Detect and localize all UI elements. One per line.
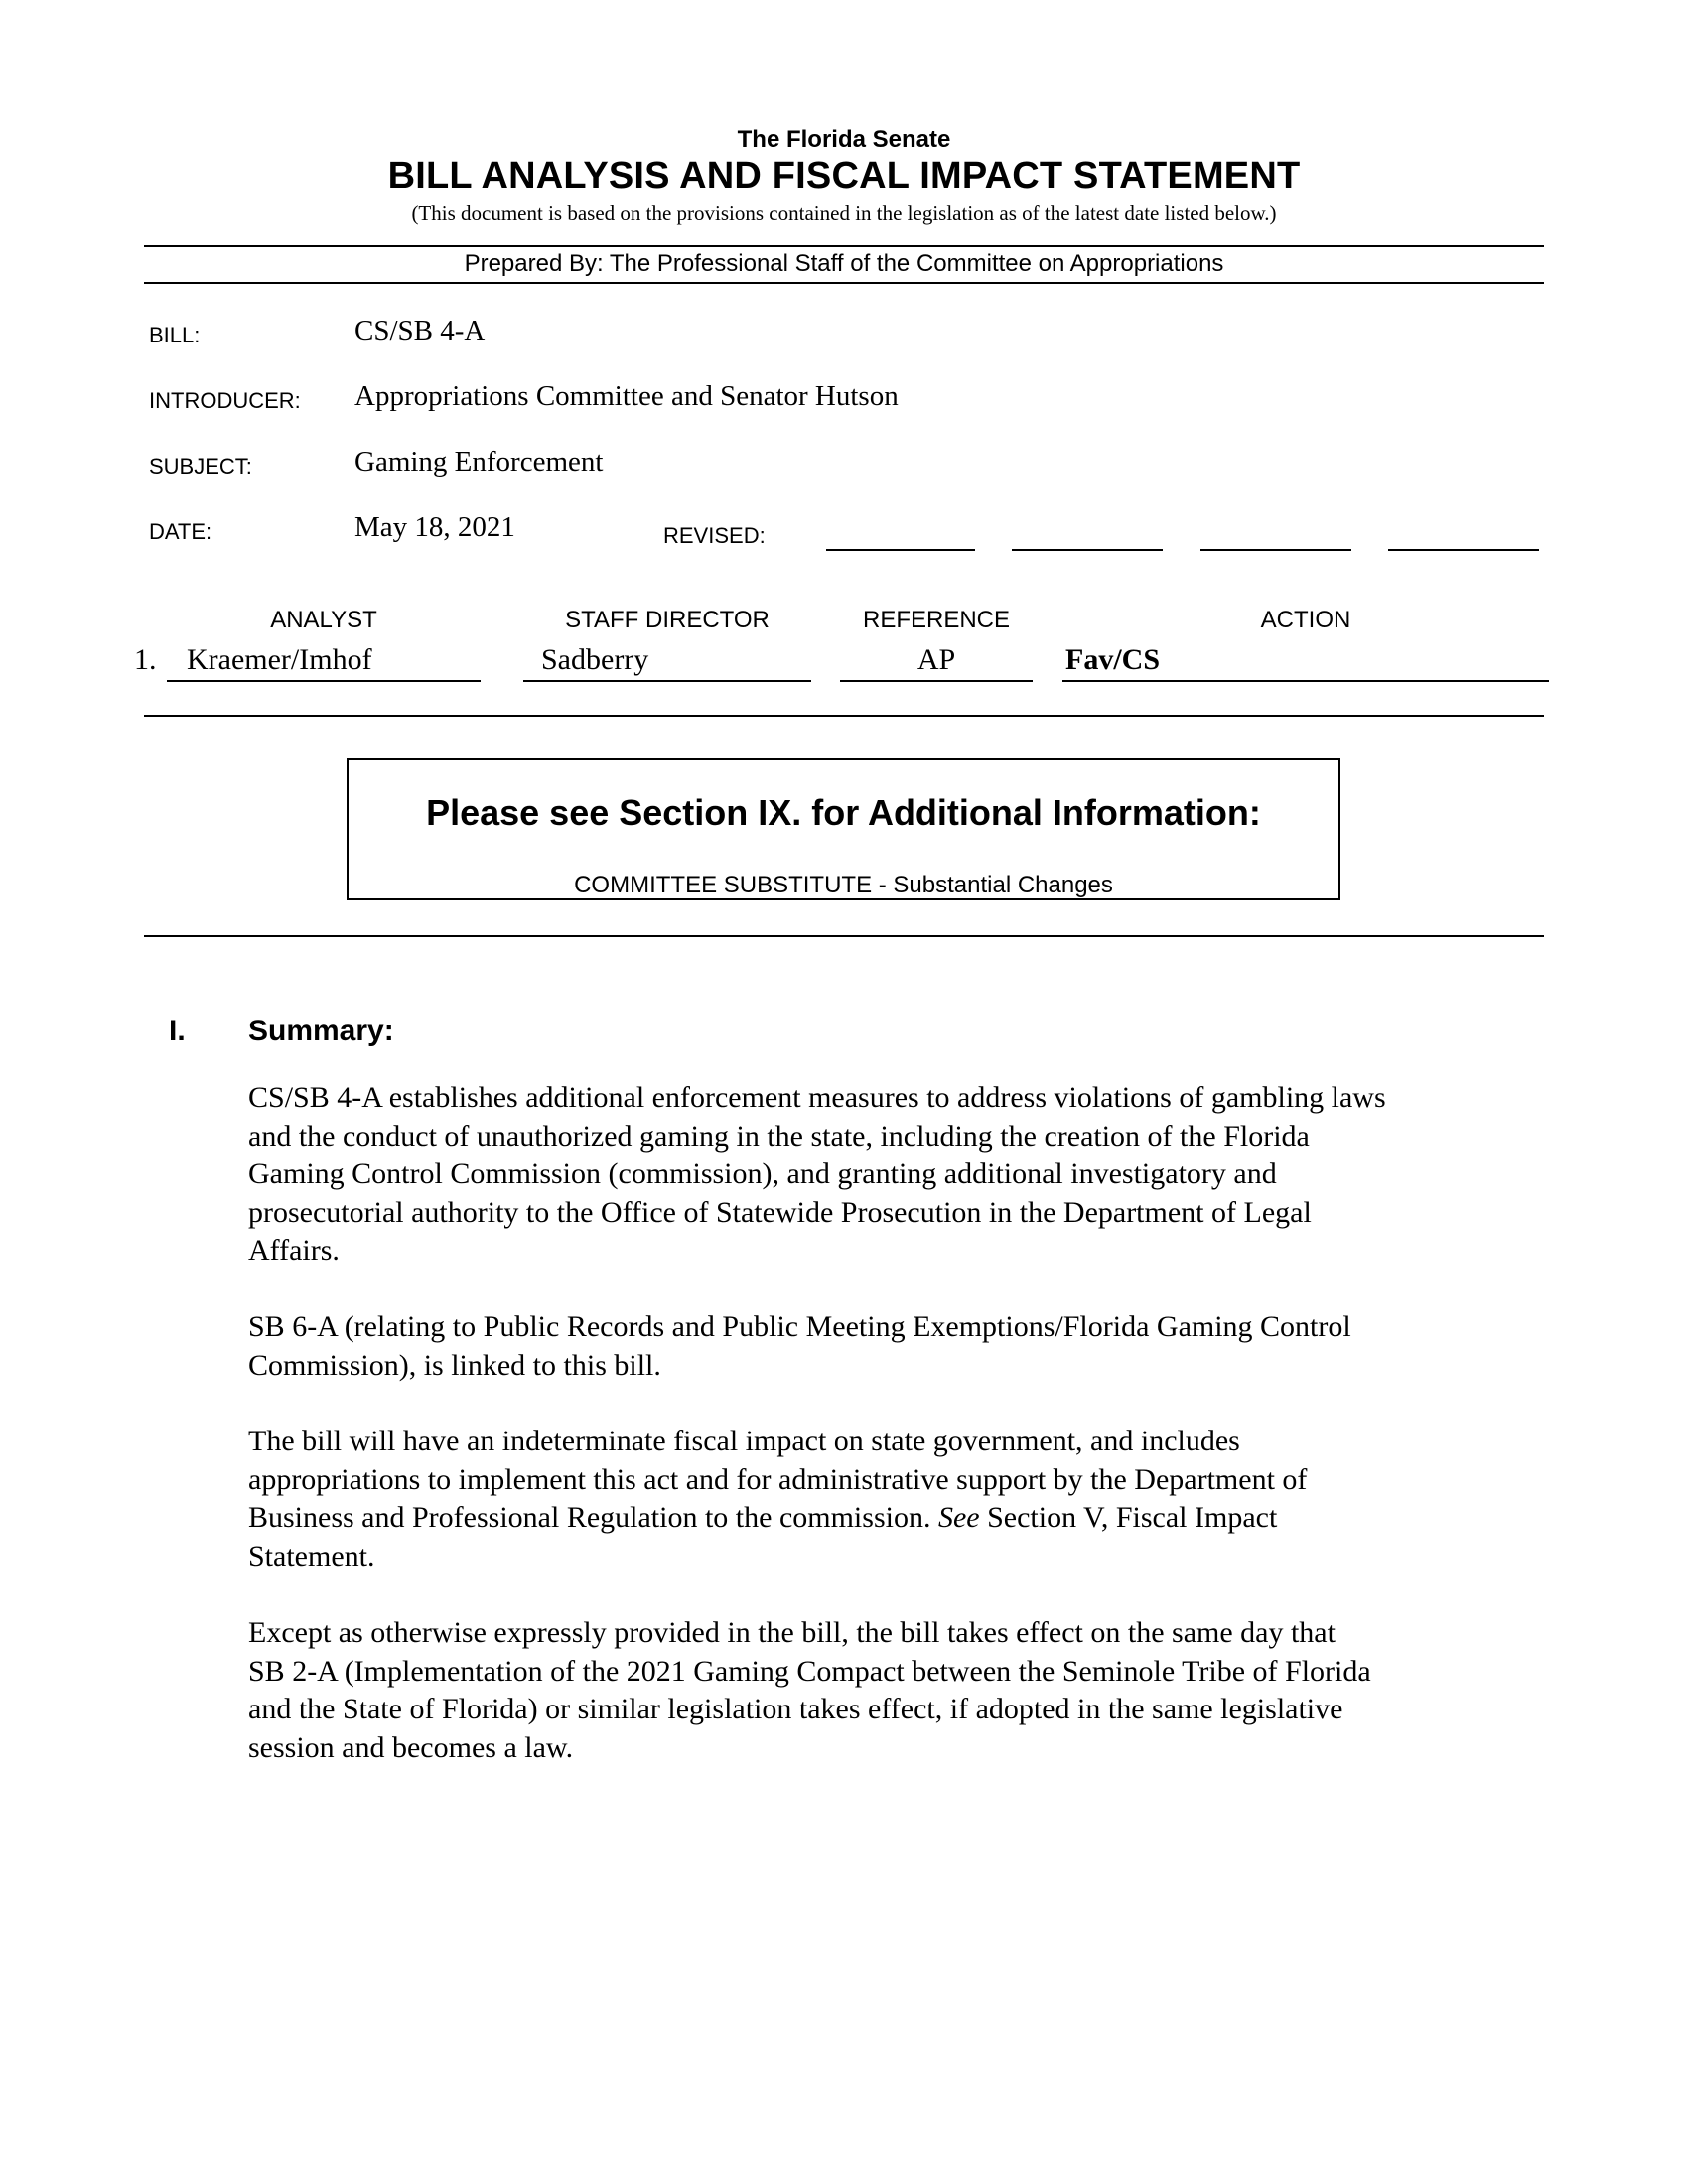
bill-value: CS/SB 4-A bbox=[354, 315, 486, 346]
p3-line-3-italic: See bbox=[937, 1501, 980, 1534]
col-head-analyst: ANALYST bbox=[270, 607, 377, 633]
col-head-action: ACTION bbox=[1260, 607, 1351, 633]
revised-blank-2 bbox=[1012, 549, 1163, 551]
staff-director-underline bbox=[523, 680, 811, 682]
p1-line-2: and the conduct of unauthorized gaming in the state, including the creation of the Florida bbox=[248, 1119, 1310, 1153]
document-note: (This document is based on the provisions contained in the legislation as of the latest date listed below.) bbox=[411, 202, 1277, 225]
analyst-underline bbox=[167, 680, 481, 682]
introducer-label: INTRODUCER: bbox=[149, 388, 301, 413]
row-number: 1. bbox=[134, 643, 157, 676]
col-head-reference: REFERENCE bbox=[862, 607, 1011, 633]
p3-line-3-start: Business and Professional Regulation to the commission. bbox=[248, 1501, 938, 1534]
action-underline bbox=[1062, 680, 1549, 682]
prepared-by: Prepared By: The Professional Staff of the Committee on Appropriations bbox=[464, 250, 1224, 277]
additional-info-title: Please see Section IX. for Additional Information: bbox=[426, 792, 1261, 833]
p2-line-1: SB 6-A (relating to Public Records and Public Meeting Exemptions/Florida Gaming Control bbox=[248, 1310, 1351, 1343]
introducer-value: Appropriations Committee and Senator Hutson bbox=[354, 380, 899, 412]
p3-line-3-end: Section V, Fiscal Impact bbox=[979, 1501, 1278, 1534]
p3-line-3 bbox=[248, 1499, 1539, 1538]
p1-line-3: Gaming Control Commission (commission), and granting additional investigatory and bbox=[248, 1158, 1277, 1190]
row-action: Fav/CS bbox=[1065, 643, 1161, 676]
p4-line-2: SB 2-A (Implementation of the 2021 Gaming Compact between the Seminole Tribe of Florida bbox=[248, 1654, 1371, 1688]
row-reference: AP bbox=[916, 643, 956, 676]
p3-line-2: appropriations to implement this act and for administrative support by the Department of bbox=[248, 1462, 1308, 1496]
revised-label: REVISED: bbox=[663, 523, 766, 548]
org-name: The Florida Senate bbox=[737, 126, 951, 153]
table-bottom-rule bbox=[144, 715, 1544, 717]
date-value: May 18, 2021 bbox=[354, 511, 515, 543]
p3-line-1: The bill will have an indeterminate fiscal impact on state government, and includes bbox=[248, 1425, 1240, 1457]
col-head-staff-director: STAFF DIRECTOR bbox=[565, 607, 770, 633]
p1-line-1: CS/SB 4-A establishes additional enforcement measures to address violations of gambling laws bbox=[248, 1081, 1386, 1114]
subject-label: SUBJECT: bbox=[149, 454, 252, 478]
date-label: DATE: bbox=[149, 519, 212, 544]
revised-blank-4 bbox=[1388, 549, 1539, 551]
document-title: BILL ANALYSIS AND FISCAL IMPACT STATEMENT bbox=[387, 155, 1301, 197]
p2-line-2: Commission), is linked to this bill. bbox=[248, 1348, 661, 1382]
section-number: I. bbox=[169, 1015, 186, 1047]
additional-info-subtitle: COMMITTEE SUBSTITUTE - Substantial Changes bbox=[574, 872, 1113, 898]
p4-line-4: session and becomes a law. bbox=[248, 1730, 574, 1764]
summary-paragraph-1 bbox=[248, 1079, 1539, 1271]
p4-line-1: Except as otherwise expressly provided in the bill, the bill takes effect on the same day that bbox=[248, 1616, 1336, 1649]
bill-label: BILL: bbox=[149, 323, 201, 347]
revised-blank-1 bbox=[826, 549, 975, 551]
subject-value: Gaming Enforcement bbox=[354, 446, 604, 478]
p3-line-4: Statement. bbox=[248, 1539, 375, 1572]
summary-paragraph-4 bbox=[248, 1614, 1539, 1767]
section-title: Summary: bbox=[248, 1015, 394, 1047]
additional-info-box bbox=[347, 758, 1340, 900]
row-staff-director: Sadberry bbox=[541, 643, 649, 676]
reference-underline bbox=[840, 680, 1033, 682]
revised-blank-3 bbox=[1200, 549, 1351, 551]
notice-bottom-rule bbox=[144, 935, 1544, 937]
summary-paragraph-3 bbox=[248, 1423, 1539, 1575]
header-top-rule bbox=[144, 245, 1544, 247]
header-bottom-rule bbox=[144, 282, 1544, 284]
p4-line-3: and the State of Florida) or similar legislation takes effect, if adopted in the same legislative bbox=[248, 1693, 1343, 1725]
summary-paragraph-2 bbox=[248, 1308, 1539, 1385]
row-analyst: Kraemer/Imhof bbox=[187, 643, 372, 676]
p1-line-4: prosecutorial authority to the Office of Statewide Prosecution in the Department of Legal bbox=[248, 1195, 1312, 1229]
p1-line-5: Affairs. bbox=[248, 1234, 340, 1267]
